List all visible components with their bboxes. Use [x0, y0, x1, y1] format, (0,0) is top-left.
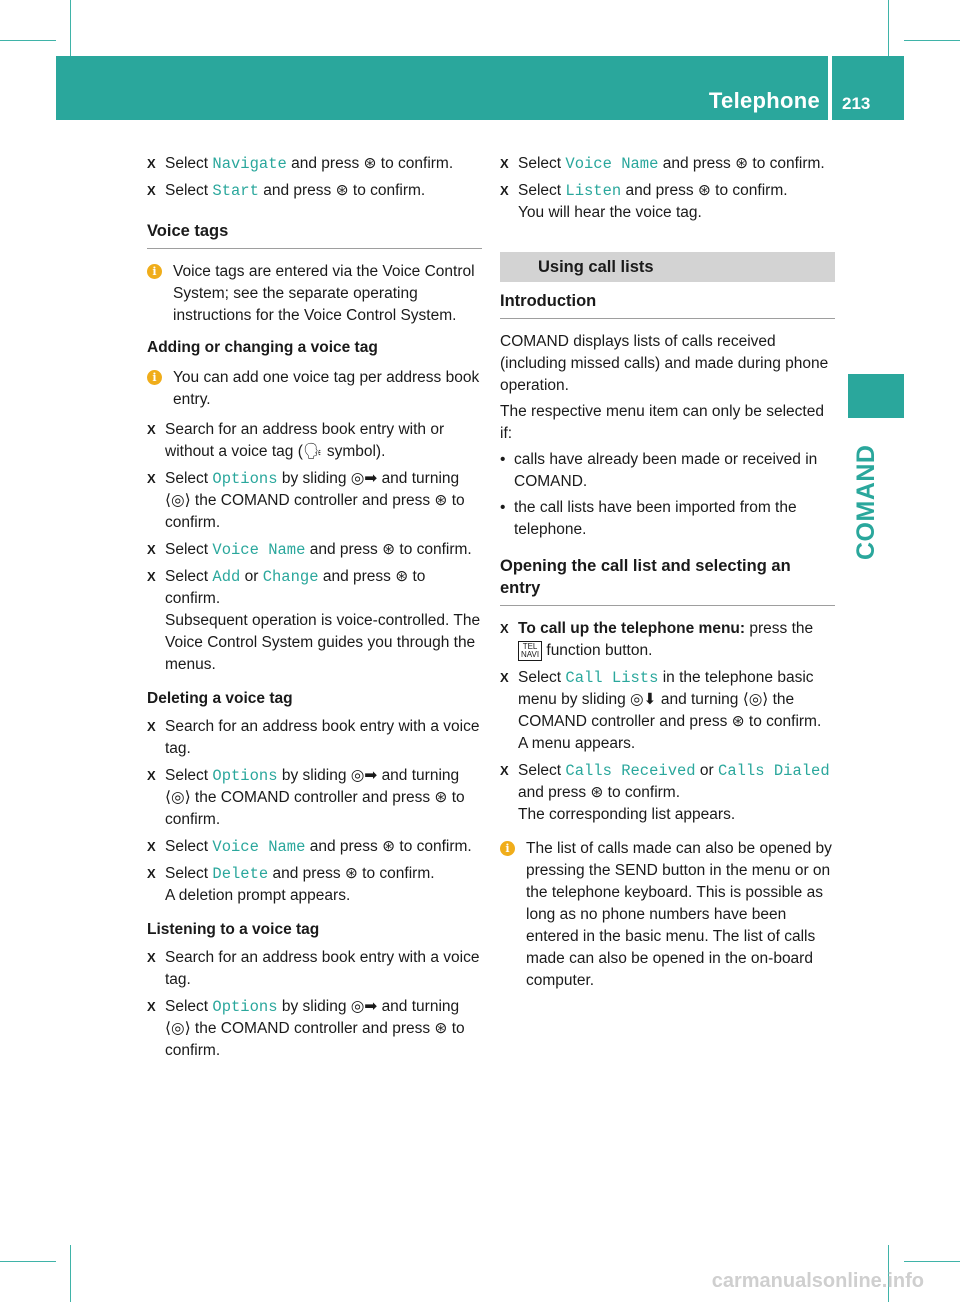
step-marker-icon: X — [147, 183, 156, 198]
step-item: X Select Voice Name and press ⊛ to confirm. — [147, 541, 472, 559]
paragraph: The respective menu item can only be selected if: — [500, 403, 824, 442]
step-marker-icon: X — [147, 719, 156, 734]
step-item: X Search for an address book entry with a voice tag. — [147, 949, 480, 988]
step-marker-icon: X — [500, 763, 509, 778]
info-icon: i — [147, 264, 162, 279]
step-marker-icon: X — [147, 471, 156, 486]
step-marker-icon: X — [147, 839, 156, 854]
crop-mark — [70, 1245, 71, 1302]
bullet-item: • calls have already been made or received in COMAND. — [500, 449, 835, 493]
page-number: 213 — [842, 94, 871, 113]
step-marker-icon: X — [500, 156, 509, 171]
step-item: X Select Calls Received or Calls Dialed and press ⊛ to confirm. The corresponding list appears. — [500, 762, 830, 823]
info-icon: i — [147, 370, 162, 385]
step-item: X To call up the telephone menu: press the TEL NAVI function button. — [500, 620, 814, 659]
section-heading: Opening the call list and selecting an entry — [500, 555, 835, 606]
step-item: X Select Delete and press ⊛ to confirm. A deletion prompt appears. — [147, 865, 435, 904]
page-section-title: Telephone — [708, 88, 820, 113]
step-item: X Select Call Lists in the telephone basic menu by sliding ◎⬇ and turning ⟨◎⟩ the COMAND controller and press ⊛ to confirm. A menu appears. — [500, 669, 822, 752]
section-heading: Introduction — [500, 290, 835, 319]
info-note: i The list of calls made can also be opened by pressing the SEND button in the menu or on the telephone keyboard. This is possible as long as no phone numbers have been entered in the basic menu. The list of calls made can also be opened in the on-board computer. — [500, 838, 835, 992]
watermark: carmanualsonline.info — [711, 1270, 924, 1292]
subsection-heading: Adding or changing a voice tag — [147, 339, 378, 356]
step-marker-icon: X — [147, 768, 156, 783]
step-item: X Search for an address book entry with or without a voice tag (🗣 symbol). — [147, 421, 445, 460]
step-item: X Select Listen and press ⊛ to confirm. You will hear the voice tag. — [500, 182, 788, 221]
bullet-item: • the call lists have been imported from the telephone. — [500, 497, 835, 541]
crop-mark — [70, 0, 71, 56]
step-marker-icon: X — [147, 866, 156, 881]
step-item: X Select Voice Name and press ⊛ to confirm. — [500, 155, 825, 173]
left-column — [147, 153, 482, 1067]
header-separator — [828, 56, 832, 120]
step-marker-icon: X — [147, 542, 156, 557]
subsection-heading: Listening to a voice tag — [147, 921, 320, 938]
step-item: X Select Options by sliding ◎➡ and turning ⟨◎⟩ the COMAND controller and press ⊛ to confirm. — [147, 998, 465, 1059]
right-column — [500, 153, 835, 1000]
step-item: X Select Voice Name and press ⊛ to confirm. — [147, 838, 472, 856]
crop-mark — [904, 1261, 960, 1262]
step-marker-icon: X — [147, 569, 156, 584]
step-marker-icon: X — [147, 156, 156, 171]
step-item: X Select Start and press ⊛ to confirm. — [147, 182, 426, 200]
tel-navi-key-icon: TEL NAVI — [518, 641, 542, 661]
step-item: X Select Options by sliding ◎➡ and turning ⟨◎⟩ the COMAND controller and press ⊛ to confirm. — [147, 470, 465, 531]
info-note: i You can add one voice tag per address book entry. — [147, 367, 482, 411]
step-marker-icon: X — [500, 670, 509, 685]
step-marker-icon: X — [500, 183, 509, 198]
section-banner: Using call lists — [500, 252, 835, 282]
subsection-heading: Deleting a voice tag — [147, 690, 293, 707]
info-icon: i — [500, 841, 515, 856]
step-item: X Search for an address book entry with a voice tag. — [147, 718, 480, 757]
paragraph: COMAND displays lists of calls received (including missed calls) and made during phone operation. — [500, 333, 829, 394]
step-marker-icon: X — [147, 999, 156, 1014]
step-item: X Select Navigate and press ⊛ to confirm. — [147, 155, 454, 173]
step-marker-icon: X — [500, 621, 509, 636]
crop-mark — [904, 40, 960, 41]
crop-mark — [0, 1261, 56, 1262]
step-marker-icon: X — [147, 422, 156, 437]
chapter-label: COMAND — [852, 444, 880, 560]
crop-mark — [888, 0, 889, 56]
section-heading: Voice tags — [147, 220, 482, 249]
step-item: X Select Add or Change and press ⊛ to confirm. Subsequent operation is voice-controlled. The Voice Control System guides you through the menus. — [147, 568, 481, 673]
step-item: X Select Options by sliding ◎➡ and turning ⟨◎⟩ the COMAND controller and press ⊛ to confirm. — [147, 767, 465, 828]
info-note: i Voice tags are entered via the Voice Control System; see the separate operating instructions for the Voice Control System. — [147, 261, 482, 327]
crop-mark — [0, 40, 56, 41]
step-marker-icon: X — [147, 950, 156, 965]
